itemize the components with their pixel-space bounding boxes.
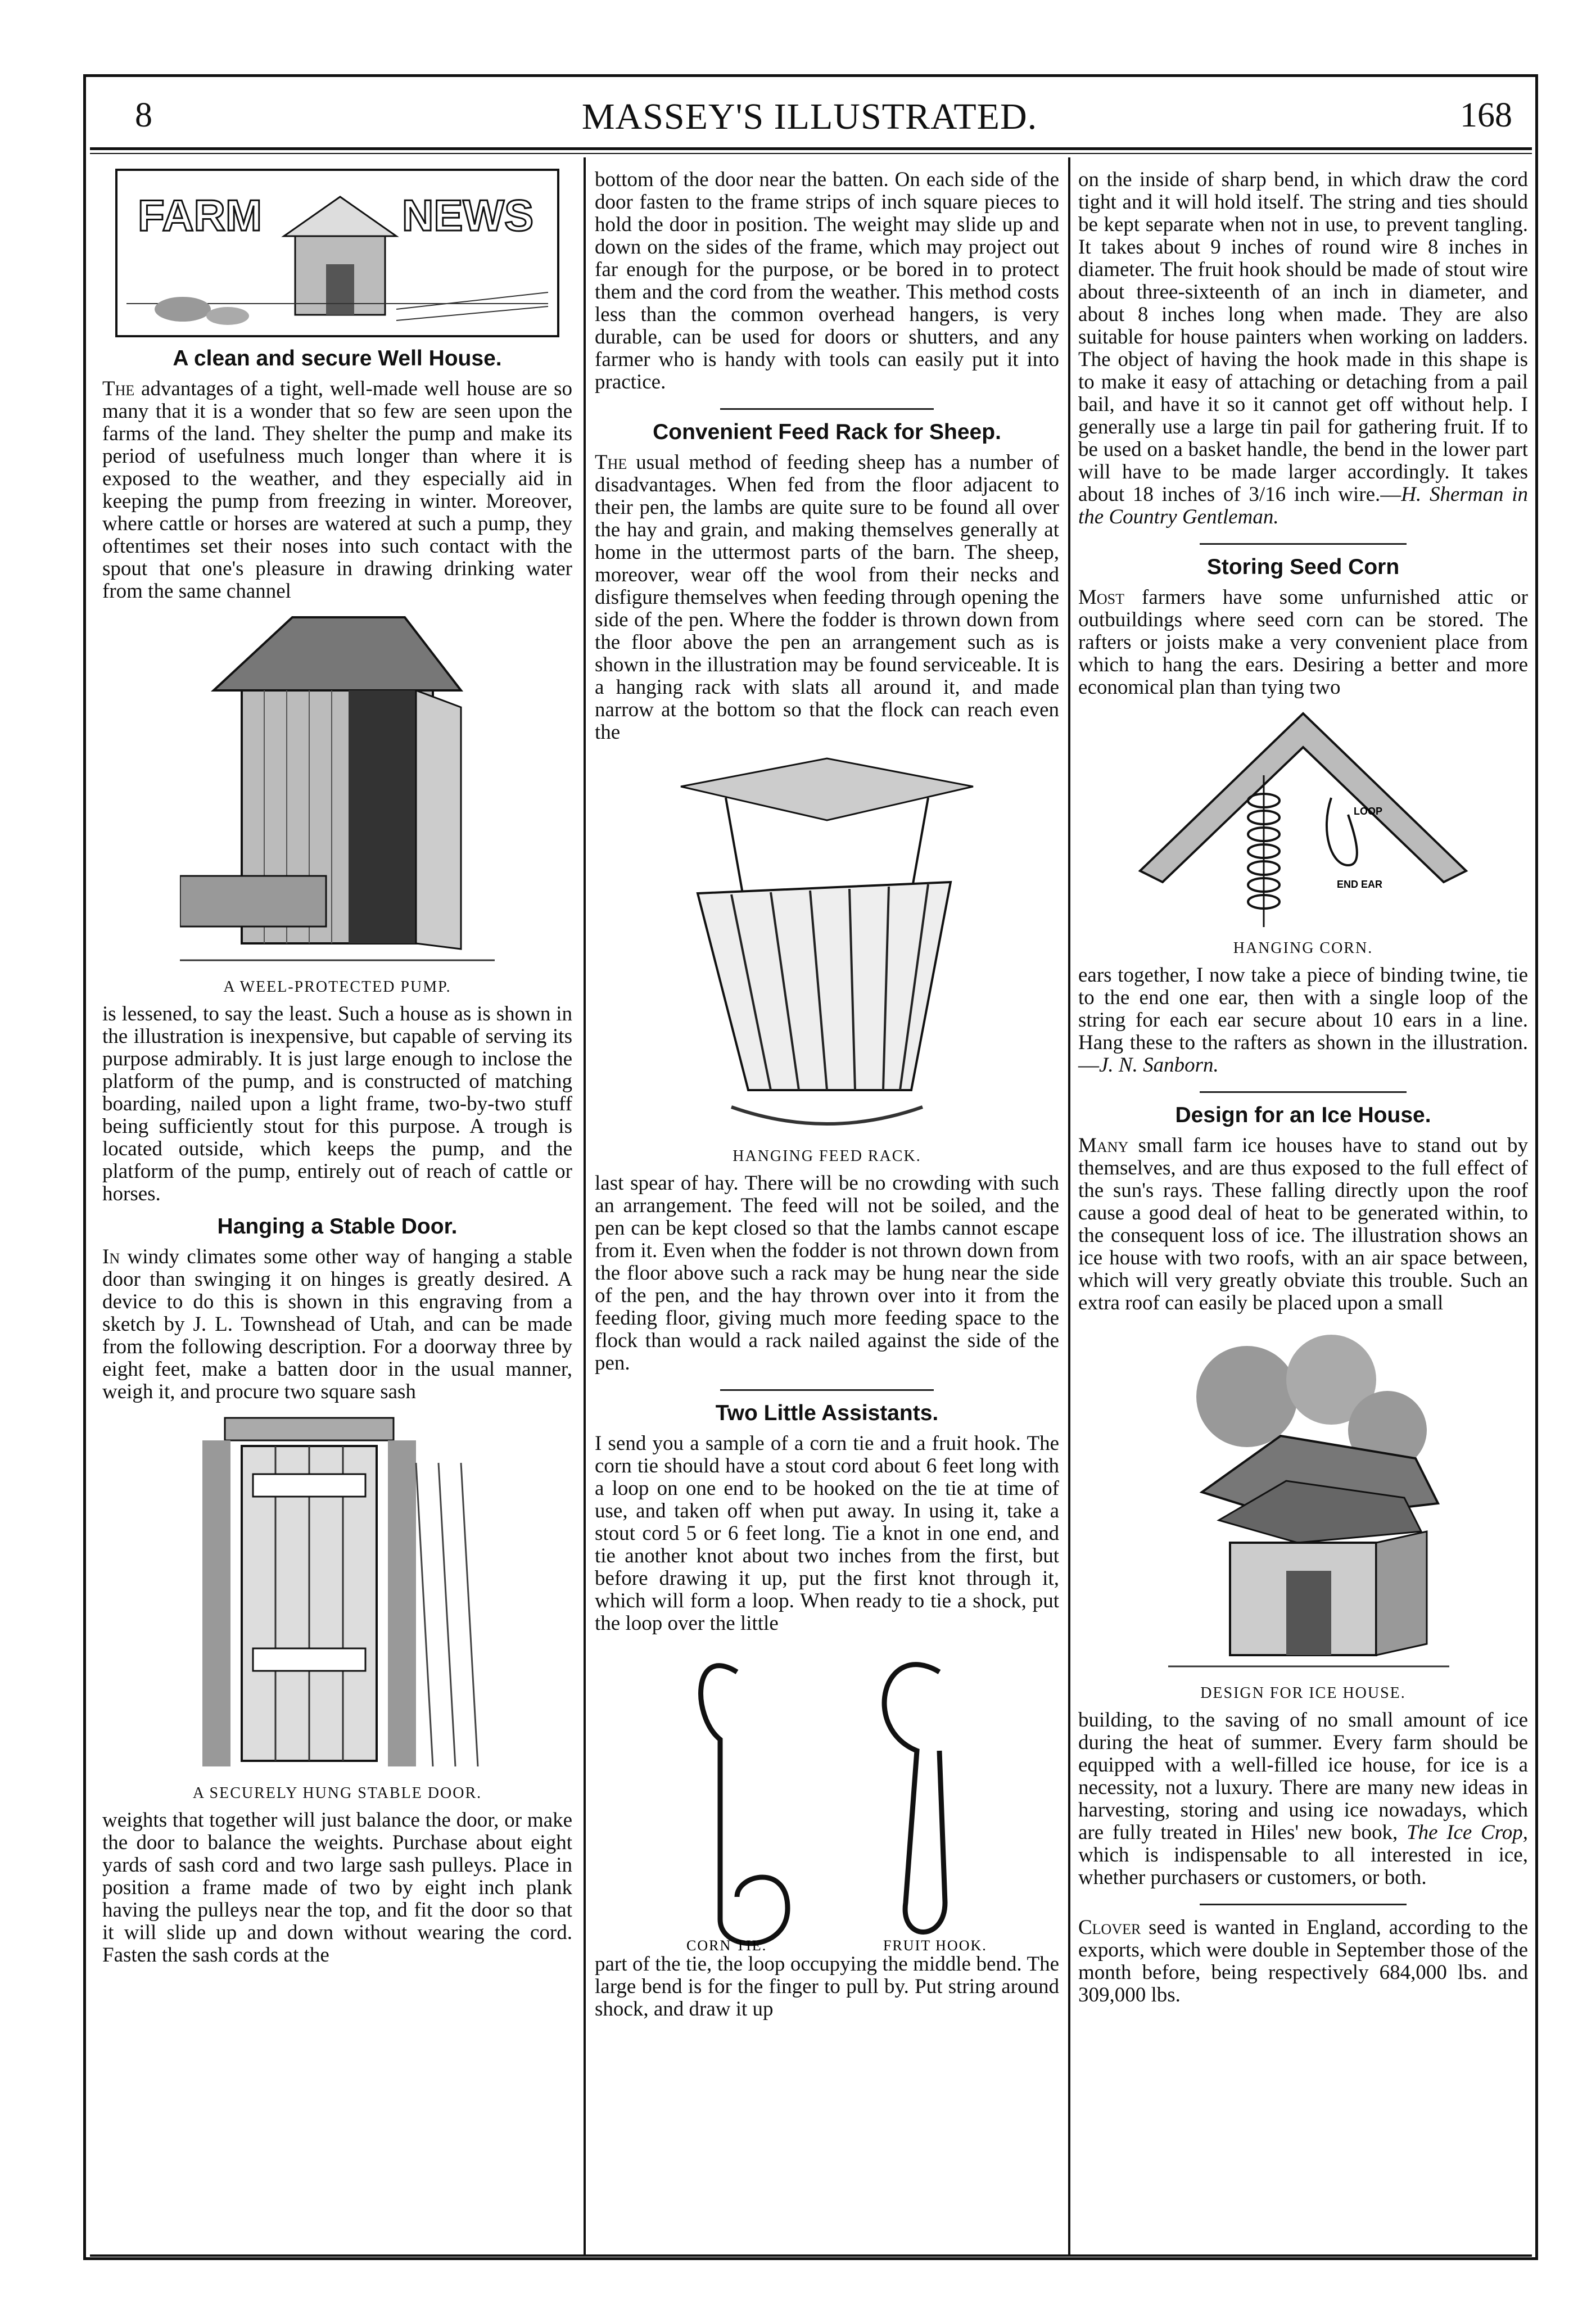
caption-fruit-hook: FRUIT HOOK.	[883, 1937, 987, 1953]
paragraph: The usual method of feeding sheep has a number of disadvantages. When fed from the floor adjacent to their pen, the lambs are quite sure to be found all over the hay and grain, and making themselves generally at home in the uttermost parts of the barn. The sheep, moreover, wear off the wool from their necks and disfigure themselves when feeding through opening the side of the pen. Where the fodder is thrown down from the floor above the pen an arrangement such as is shown in the illustration may be found serviceable. It is a hanging rack with slats all around it, and made narrow at the bottom so that the flock can reach even the	[595, 451, 1060, 744]
column-2	[595, 169, 1059, 2024]
footer-rule	[90, 2254, 1532, 2257]
banner-text-farm: FARM	[138, 191, 262, 240]
section-rule	[1200, 543, 1407, 545]
page-number-left: 8	[135, 96, 152, 134]
page-header	[90, 84, 1529, 146]
loop-label: LOOP	[1354, 806, 1383, 817]
heading-stable-door: Hanging a Stable Door.	[217, 1214, 458, 1239]
column-divider-2	[1068, 157, 1070, 2254]
paragraph: ears together, I now take a piece of binding twine, tie to the end one ear, then with a single loop of the string for each ear secure about 10 ears in a line. Hang these to the rafters as shown in the illustration.—J. N. Sanborn.	[1078, 964, 1528, 1077]
section-rule	[720, 1389, 934, 1391]
end-ear-label: END EAR	[1337, 879, 1383, 890]
heading-feed-rack: Convenient Feed Rack for Sheep.	[653, 420, 1001, 444]
caption-well-house: A WEEL-PROTECTED PUMP.	[223, 978, 451, 996]
ice-house-illustration	[1146, 1318, 1461, 1678]
paragraph: is lessened, to say the least. Such a house as is shown in the illustration is inexpensive, but capable of serving its purpose admirably. It is just large enough to inclose the platform of the pump, and is constructed of matching boarding, nailed upon a light frame, two-by-two stuff being sufficiently stout for this purpose. A trough is located outside, which keeps the pump, and the platform of the pump, entirely out of reach of cattle or horses.	[102, 1002, 572, 1205]
banner-text-news: NEWS	[402, 191, 533, 240]
column-divider-1	[584, 157, 586, 2254]
section-rule	[1200, 1091, 1407, 1093]
caption-corn-tie: CORN TIE.	[686, 1937, 767, 1953]
heading-seed-corn: Storing Seed Corn	[1206, 555, 1400, 579]
page-number-right: 168	[1460, 96, 1512, 134]
farm-news-banner	[115, 169, 559, 337]
masthead-title: MASSEY'S ILLUSTRATED.	[581, 96, 1038, 137]
caption-hanging-corn: HANGING CORN.	[1233, 939, 1373, 957]
heading-two-assistants: Two Little Assistants.	[715, 1401, 939, 1425]
stable-door-illustration	[169, 1407, 506, 1778]
column-1	[102, 169, 572, 1970]
paragraph: building, to the saving of no small amount of ice during the heat of summer. Every farm should be equipped with a well-filled ice house, for ice is a necessity, not a luxury. There are many new ideas in harvesting, storing and using ice nowadays, which are fully treated in Hiles' new book, The Ice Crop, which is indispensable to all interested in ice, whether purchasers or customers, or both.	[1078, 1709, 1529, 1889]
paragraph: weights that together will just balance the door, or make the door to balance the weights. Purchase about eight yards of sash cord and two large sash pulleys. Place in position a frame made of two by eight inch plank having the pulleys near the top, and fit the door so that it will slide up and down without wearing the cord. Fasten the sash cords at the	[102, 1809, 572, 1967]
section-rule	[1200, 1904, 1407, 1905]
paragraph: I send you a sample of a corn tie and a fruit hook. The corn tie should have a stout cord about 6 feet long with a loop on one end to be hooked on the tie at time of use, and taken off when put away. In using it, take a stout cord 5 or 6 feet long. Tie a knot in one end, and tie another knot about two inches from the first, but before drawing it up, put the first knot through it, which will form a loop. When ready to tie a shock, put the loop over the little	[595, 1432, 1059, 1635]
paragraph: on the inside of sharp bend, in which draw the cord tight and it will hold itself. The string and ties should be kept separate when not in use, to prevent tangling. It takes about 9 inches of round wire 8 inches in diameter. The fruit hook should be made of stout wire about three-sixteenth of an inch in diameter, and about 8 inches long when made. They are also suitable for house painters when working on ladders. The object of having the hook made in this shape is to make it easy of attaching or detaching from a pail bail, and have it so it cannot get off without help. I generally use a large tin pail for gathering fruit. If to be used on a basket handle, the bend in the lower part will have to be made larger accordingly. It takes about 18 inches of 3/16 inch wire.—H. Sherman in the Country Gentleman.	[1078, 168, 1528, 528]
feed-rack-illustration	[658, 747, 996, 1141]
caption-feed-rack: HANGING FEED RACK.	[733, 1147, 921, 1165]
paragraph: In windy climates some other way of hanging a stable door than swinging it on hinges is greatly desired. A device to do this is shown in this engraving from a sketch by J. L. Townshead of Utah, and can be made from the following description. For a doorway three by eight feet, make a batten door in the usual manner, weigh it, and procure two square sash	[102, 1245, 572, 1403]
paragraph: bottom of the door near the batten. On each side of the door fasten to the frame strips of inch square pieces to hold the door in position. The weight may slide up and down on the sides of the frame, which may project out far enough for the purpose, or be bored in to protect them and the cord from the weather. This method costs less than the common overhead hangers, is very durable, can be used for doors or shutters, and any farmer who is handy with tools can easily put it into practice.	[595, 168, 1059, 394]
corn-tie-fruit-hook-illustration	[625, 1638, 1029, 1953]
paragraph: Many small farm ice houses have to stand out by themselves, and are thus exposed to the full effect of the sun's rays. These falling directly upon the roof cause a good deal of heat to be generated within, to the consequent loss of ice. The illustration shows an ice house with two roofs, with an air space between, which will very greatly obviate this trouble. Such an extra roof can easily be placed upon a small	[1078, 1134, 1529, 1314]
caption-stable-door: A SECURELY HUNG STABLE DOOR.	[192, 1784, 482, 1802]
header-rule-thin	[90, 153, 1532, 154]
hanging-corn-illustration	[1129, 702, 1477, 933]
paragraph: The advantages of a tight, well-made well house are so many that it is a wonder that so few are seen upon the farms of the land. They shelter the pump and make its period of usefulness much longer than where it is exposed to the weather, and they especially aid in keeping the pump from freezing in winter. Moreover, where cattle or horses are watered at such a pump, they oftentimes set their noses into such contact with the spout that one's pleasure in drawing drinking water from the same channel	[102, 377, 573, 603]
section-rule	[720, 408, 934, 410]
caption-ice-house: DESIGN FOR ICE HOUSE.	[1200, 1684, 1406, 1702]
heading-ice-house: Design for an Ice House.	[1175, 1103, 1431, 1127]
paragraph: Most farmers have some unfurnished attic or outbuildings where seed corn can be stored. The rafters or joists make a very convenient place from which to hang the ears. Desiring a better and more economical plan than tying two	[1078, 586, 1528, 699]
header-rule	[90, 147, 1532, 150]
well-house-illustration	[180, 606, 495, 971]
heading-well-house: A clean and secure Well House.	[173, 346, 502, 370]
paragraph: Clover seed is wanted in England, according to the exports, which were double in September those of the month before, being respectively 684,000 lbs. and 309,000 lbs.	[1078, 1916, 1529, 2007]
column-3	[1078, 169, 1528, 2010]
paragraph: part of the tie, the loop occupying the middle bend. The large bend is for the finger to pull by. Put string around shock, and draw it up	[595, 1953, 1059, 2021]
paragraph: last spear of hay. There will be no crowding with such an arrangement. The feed will not be soiled, and the pen can be kept closed so that the lambs cannot escape from it. Even when the fodder is not thrown down from the floor above such a rack may be hung near the side of the pen, and the hay thrown over into it from the feeding floor, giving much more feeding space to the flock than would a rack nailed against the side of the pen.	[595, 1172, 1059, 1375]
